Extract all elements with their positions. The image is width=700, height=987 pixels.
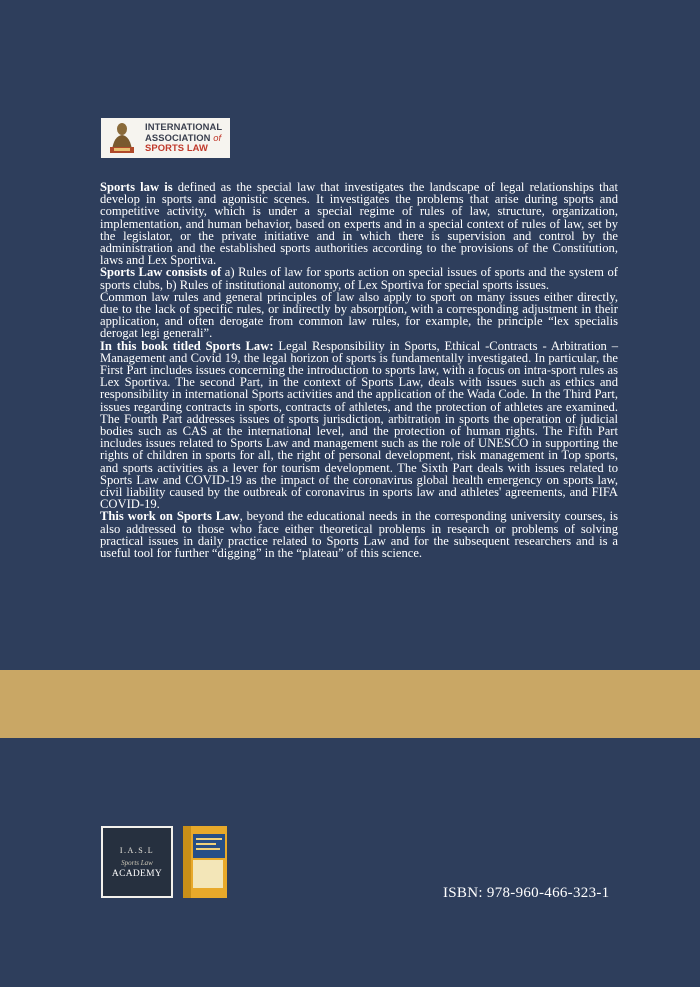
academy-line-2: Sports Law [121, 859, 153, 867]
logo-line-3: SPORTS LAW [145, 142, 208, 154]
blurb-paragraph-1: Sports law is defined as the special law that investigates the landscape of legal relationships that develop in sports and agonistic scenes. It investigates the problems that arise during sports and competitive activity, which is under a special regime of rules of law, structure, organization, implementation, and human behavior, based on experts and in a special context of rules of law, set by the legislator, or the private initiative and in which there is supervision and control by the administration and the established sports authorities according to the provisions of the Constitution, laws and Lex Sportiva. [100, 180, 618, 268]
blurb-paragraph-3: Common law rules and general principles of law also apply to sport on many issues either directly, due to the lack of specific rules, or indirectly by absorption, with a corresponding adjustment in their application, and often derogate from common law rules, for example, the principle “lex specialis derogat legi generali”. [100, 289, 618, 341]
academy-line-1: I.A.S.L [119, 846, 155, 855]
logo-text [145, 122, 222, 154]
bust-icon [104, 120, 140, 156]
book-cover-thumbnail [183, 826, 227, 898]
academy-line-3: ACADEMY [111, 869, 163, 879]
blurb-paragraph-2: Sports Law consists of a) Rules of law for sports action on special issues of sports and the system of sports clubs, b) Rules of institutional autonomy, of Lex Sportiva for special sports issues. [100, 265, 618, 292]
logo-line-2: ASSOCIATION of [145, 131, 222, 143]
logo-line-1: INTERNATIONAL [145, 121, 223, 133]
isbn-number: ISBN: 978-960-466-323-1 [443, 885, 610, 901]
blurb-paragraph-5: This work on Sports Law, beyond the educational needs in the corresponding university courses, is also addressed to those who face either theoretical problems in research or problems of solving practical issues in daily practice related to Sports Law and for the subsequent researchers and is a useful tool for further “digging” in the “plateau” of this science. [100, 509, 618, 561]
gold-band [0, 670, 700, 738]
iasl-logo [101, 118, 230, 158]
academy-logo [101, 826, 173, 898]
back-cover-blurb [100, 181, 618, 559]
blurb-paragraph-4: In this book titled Sports Law: Legal Responsibility in Sports, Ethical -Contracts - Arbitration – Management and Covid 19, the legal horizon of sports is fundamentally investigated. In particular, the First Part includes issues concerning the introduction to sports law, with a focus on intra-sport rules as Lex Sportiva. The second Part, in the context of Sports Law, deals with issues such as ethics and responsibility in international Sports activities and the application of the Wada Code. In the Third Part, issues regarding contracts in sports, contracts of athletes, and the protection of athletes are examined. The Fourth Part addresses issues of sports jurisdiction, arbitration in sports the operation of judicial bodies such as CAS at the international level, and the protection of human rights. The Fifth Part includes issues related to Sports Law and management such as the role of UNESCO in supporting the rights of children in sports for all, the right of personal development, risk management in Top sports, and sports activities as a lever for tourism development. The Sixth Part deals with issues related to Sports Law and COVID-19 as the impact of the coronavirus global health emergency on sports law, civil liability caused by the outbreak of coronavirus in sports law and athletes' agreements, and FIFA COVID-19. [100, 338, 618, 512]
